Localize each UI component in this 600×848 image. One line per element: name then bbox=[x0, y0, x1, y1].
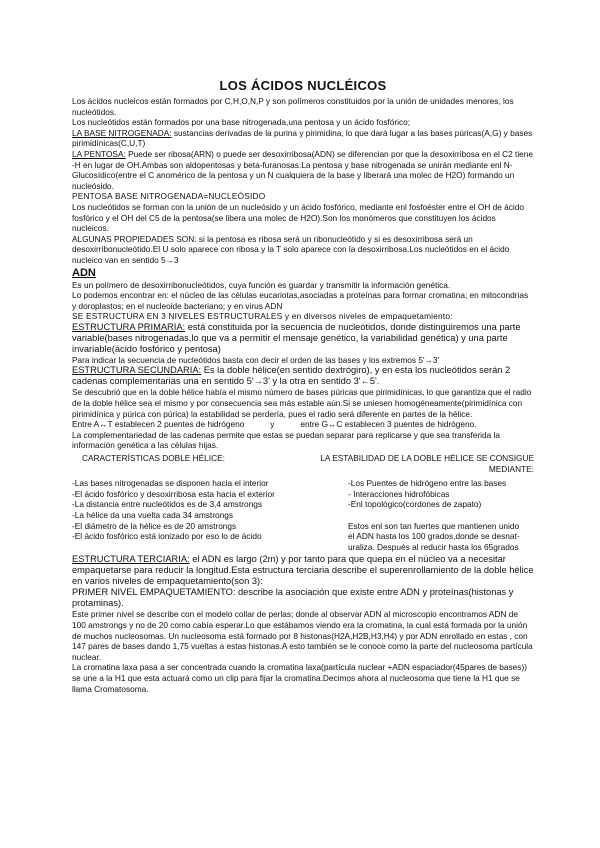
caracteristica-item: -Las bases nitrogenadas se disponen hacia el interior bbox=[72, 478, 269, 489]
estabilidad-item: el ADN hasta los 100 grados,donde se desnat- bbox=[348, 531, 520, 542]
intro-paragraph: Los ácidos nucleicos están formados por C,H,O,N,P y son polímeros constituidos por la unión de unidades menores, los nucleótidos. bbox=[72, 96, 514, 117]
estabilidad-item: - Interacciones hidrofóbicas bbox=[348, 488, 450, 499]
caracteristica-item: -El ácido fosfórico está ionizado por eso lo de ácido bbox=[72, 531, 262, 542]
estructura-secundaria-paragraph bbox=[72, 365, 534, 387]
nucleotidos-paragraph: Los nucleótidos se forman con la unión de un nucleósido y un ácido fosfórico, mediante enl fosfoéster entre el OH de ácido fosfórico y el OH del C5 de la pentosa(se libera una molec de H2O).Son los monómeros que constituyen los ácidos nucleicos. bbox=[72, 201, 524, 234]
puentes-y: y bbox=[270, 419, 275, 430]
caracteristicas-row bbox=[72, 542, 534, 553]
collar-perlas-paragraph: Este primer nivel se describe con el modelo collar de perlas; donde al observar ADN al microscopio encontramos ADN de 100 amstrongs y no de 20 como cabía esperar.Lo que estábamos viendo era la cromatina, la cual está formada por la unión de muchos nucleosomas. Un nucleosoma está formado por 8 histonas(H2A,H2B,H3,H4) y por ADN enrollado en estas , con 147 pares de bases dando 1,75 vueltas a estas histonas.A esto también se le conoce como la parte del nucleosoma partícula nuclear. bbox=[72, 609, 533, 662]
caracteristicas-row bbox=[72, 489, 534, 500]
caracteristicas-row bbox=[72, 499, 534, 510]
adn-definition: Es un polímero de desoxirribonucleótidos, cuya función es guardar y transmitir la información genética. bbox=[72, 279, 451, 290]
estructura-terciaria-paragraph bbox=[72, 554, 534, 587]
estructura-secundaria-label: ESTRUCTURA SECUNDARIA: bbox=[72, 365, 202, 376]
estructura-primaria-text: está constituida por la secuencia de nucleótidos, donde distinguiremos una parte variable(bases nitrogenadas,lo que va a permitir el mensaje genético, la variabilidad genética) y una parte invariable(ácido fosfórico y pentosa) bbox=[72, 321, 521, 354]
puentes-gc: entre G↔C establecen 3 puentes de hidrógeno. bbox=[300, 419, 477, 430]
estructura-primaria-paragraph bbox=[72, 322, 534, 355]
doble-helice-paragraph: Se descubrió que en la doble hélice había el mismo número de bases púricas que pirimidínicas, lo que garantiza que el radio de la doble hélice sea el mismo y por consecuencia sea más estable aún.Si se uniesen homogéneamente(pirimidínica con pirimidínica y púrica con púrica) la estabilidad se perdería, pues el radio será diferente en partes de la hélice. bbox=[72, 387, 532, 419]
adn-levels-intro: SE ESTRUCTURA EN 3 NIVELES ESTRUCTURALES y en diversos niveles de empaquetamiento: bbox=[72, 311, 453, 322]
puentes-hidrogeno-paragraph bbox=[72, 419, 534, 430]
adn-heading: ADN bbox=[72, 266, 96, 279]
estabilidad-item: -Enl topológico(cordones de zapato) bbox=[348, 499, 482, 510]
nucleotide-composition: Los nucleótidos están formados por una base nitrogenada,una pentosa y un ácido fosfórico; bbox=[72, 117, 411, 128]
nucleosido-formula: PENTOSA BASE NITROGENADA=NUCLEÓSIDO bbox=[72, 191, 266, 202]
base-nitrogenada-text: sustancias derivadas de la purina y pirimidina, lo que dará lugar a las bases púricas(A,G) y bases pirimidínicas(C,U,T) bbox=[72, 127, 533, 149]
caracteristicas-title: CARACTERÍSTICAS DOBLE HÉLICE: bbox=[82, 453, 225, 464]
caracteristica-item: -La hélice da una vuelta cada 34 amstrongs bbox=[72, 510, 233, 520]
caracteristica-item bbox=[72, 542, 348, 553]
pentosa-label: LA PENTOSA: bbox=[72, 148, 126, 159]
caracteristicas-row bbox=[72, 478, 534, 489]
estabilidad-item bbox=[348, 510, 534, 521]
caracteristicas-row bbox=[72, 531, 534, 542]
propiedades-paragraph: ALGUNAS PROPIEDADES SON: si la pentosa es ribosa será un ribonucleótido y si es desoxirribosa será un desoxirribonucleótido.El U solo aparece con ribosa y la T solo aparece con la desoxirribosa.Los nucleótidos en el ácido nucleico van en sentido 5→3 bbox=[72, 233, 510, 265]
estabilidad-item: -Los Puentes de hidrógeno entre las bases bbox=[348, 478, 507, 489]
secuencia-paragraph: Para indicar la secuencia de nucleótidos basta con decir el orden de las bases y los extremos 5'→3' bbox=[72, 354, 440, 365]
estructura-terciaria-label: ESTRUCTURA TERCIARIA: bbox=[72, 554, 190, 565]
cromatosoma-paragraph: La cromatina laxa pasa a ser concentrada cuando la cromatina laxa(partícula nuclear +ADN espaciador(45pares de bases)) se une a la H1 que esta actuará como un clip para fijar la cromatina.Decimos ahora al nucleosoma que tiene la H1 que se llama Cromatosoma. bbox=[72, 662, 527, 694]
document-page bbox=[72, 78, 534, 694]
estabilidad-item: Estos enl son tan fuertes que mantienen unido bbox=[348, 520, 520, 531]
base-nitrogenada-paragraph bbox=[72, 128, 534, 149]
base-nitrogenada-label: LA BASE NITROGENADA: bbox=[72, 127, 172, 138]
caracteristica-item: -El diámetro de la hélice es de 20 amstrongs bbox=[72, 520, 237, 531]
puentes-at: Entre A↔T establecen 2 puentes de hidrógeno bbox=[72, 419, 245, 430]
estabilidad-item: uraliza. Después al reducir hasta los 65grados bbox=[348, 541, 519, 552]
caracteristicas-row bbox=[72, 510, 534, 521]
primer-nivel-paragraph: PRIMER NIVEL EMPAQUETAMIENTO: describe la asociación que existe entre ADN y proteínas(histonas y protaminas). bbox=[72, 587, 514, 609]
caracteristicas-row bbox=[72, 521, 534, 532]
estructura-secundaria-text: Es la doble hélice(en sentido dextrógiro), y en esta los nucleótidos serán 2 cadenas complementarias una en sentido 5'→3' y la otra en sentido 3'←5'. bbox=[72, 365, 511, 387]
estructura-primaria-label: ESTRUCTURA PRIMARIA: bbox=[72, 321, 186, 332]
estructura-terciaria-text: el ADN es largo (2m) y por tanto para que quepa en el núcleo va a necesitar empaquetarse para reducir la longitud.Esta estructura terciaria describe el superenrollamiento de la doble hélice en varios niveles de empaquetamiento(son 3): bbox=[72, 554, 534, 587]
pentosa-text: Puede ser ribosa(ARN) o puede ser desoxirribosa(ADN) se diferencian por que la desoxirribosa en el C2 tiene -H en lugar de OH.Ambas son aldopentosas y beta-furanosas.La pentosa y base nitrogenada se unirán mediante enl N-Glucosídico(entre el C anomérico de la pentosa y un N cualquiera de la base y liberará una molec de H2O) formando un nucleósido. bbox=[72, 148, 534, 191]
document-title: LOS ÁCIDOS NUCLÉICOS bbox=[219, 78, 387, 93]
caracteristicas-header bbox=[72, 453, 534, 474]
complementariedad-paragraph: La complementariedad de las cadenas permite que estas se puedan separar para replicarse y que sea transferida la información genética a las células hijas. bbox=[72, 429, 501, 451]
caracteristica-item: -El ácido fosfórico y desoxirribosa esta hacia el exterior bbox=[72, 488, 275, 499]
adn-location: Lo podemos encontrar en: el núcleo de las células eucariotas,asociadas a proteínas para formar cromatina; en mitocondrias y doroplastos; en el nucleoide bacteriano; y en virus ADN bbox=[72, 290, 529, 311]
caracteristica-item: -La distancia entre nucleótidos es de 3,4 amstrongs bbox=[72, 499, 263, 510]
estabilidad-title: LA ESTABILIDAD DE LA DOBLE HÉLICE SE CONSIGUE MEDIANTE: bbox=[320, 453, 534, 474]
pentosa-paragraph bbox=[72, 149, 534, 191]
